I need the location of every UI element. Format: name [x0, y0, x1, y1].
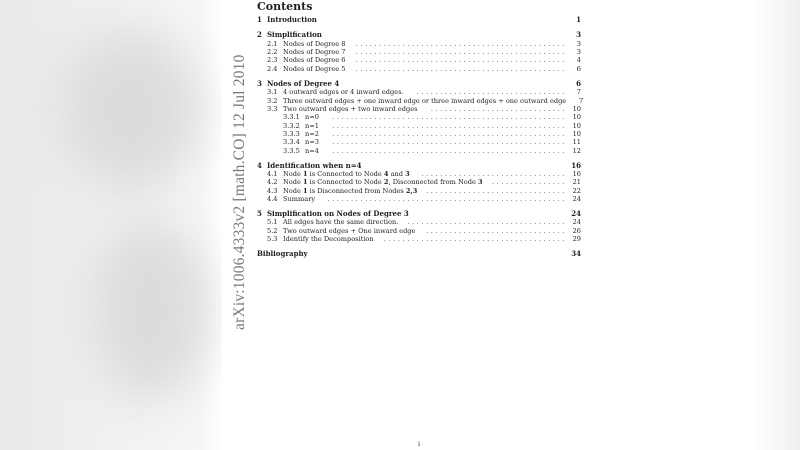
text: Node [283, 170, 303, 178]
dot-leader: ....................................... [383, 235, 567, 243]
toc-entry-number: 4 [257, 161, 262, 170]
toc-entry[interactable] [257, 162, 581, 170]
text: is Connected to Node [307, 170, 384, 178]
text: n=2 [305, 130, 319, 138]
toc-entry-page: 3 [576, 40, 581, 48]
text: n=0 [305, 113, 319, 121]
toc-entry-title [305, 113, 319, 121]
toc-entry-title [267, 210, 409, 218]
toc-entry-title [305, 122, 319, 130]
toc-entry[interactable] [257, 88, 581, 96]
toc-entry-page: 10 [572, 105, 581, 113]
text: Nodes of Degree 8 [283, 40, 346, 48]
text: Simplification on Nodes of Degree 3 [267, 209, 409, 218]
bold-text: 4 [383, 170, 389, 178]
toc-entry-number: 3.3.2 [283, 122, 300, 130]
toc-entry-number: 4.1 [267, 170, 278, 178]
bold-text: 1 [302, 170, 308, 178]
dot-leader: .................................................. [332, 147, 567, 155]
toc-entry-title [257, 250, 308, 258]
toc-heading: Contents [257, 0, 313, 13]
toc-entry-title [305, 130, 319, 138]
text: n=1 [305, 122, 319, 130]
bold-text: 2 [383, 178, 389, 186]
toc-entry[interactable] [257, 138, 581, 146]
page-number: i [418, 440, 421, 448]
toc-entry-page: 4 [576, 56, 581, 64]
toc-entry-page: 7 [579, 97, 584, 105]
toc-entry-title [283, 195, 315, 203]
dot-leader: .................................................. [332, 138, 567, 146]
toc-entry-page: 24 [572, 218, 581, 226]
toc-entry[interactable] [257, 56, 581, 64]
toc-entry[interactable] [257, 40, 581, 48]
toc-entry-title [283, 235, 374, 243]
toc-entry-number: 2 [257, 30, 262, 39]
toc-entry-number: 2.2 [267, 48, 278, 56]
toc-entry-number: 5.3 [267, 235, 278, 243]
dot-leader: ................................................... [327, 195, 567, 203]
toc-entry-number: 3.3 [267, 105, 278, 113]
toc-entry-page: 29 [572, 235, 581, 243]
toc-entry-title [283, 178, 483, 186]
dot-leader: ............................................. [355, 65, 567, 73]
bold-text: 2,3 [405, 187, 418, 195]
toc-entry[interactable] [257, 210, 581, 218]
toc-entry-number: 5 [257, 209, 262, 218]
toc-entry-title [283, 65, 346, 73]
text: Three outward edges + one inward edge or three inward edges + one outward edge [283, 97, 567, 105]
toc-entry[interactable] [257, 65, 581, 73]
toc-entry-title [267, 16, 317, 24]
toc-entry-title [283, 218, 398, 226]
dot-leader: ............................................. [355, 48, 567, 56]
toc-entry-title [267, 31, 322, 39]
text: Nodes of Degree 6 [283, 56, 346, 64]
toc-entry-number: 3.3.5 [283, 147, 300, 155]
bold-text: 3 [477, 178, 483, 186]
text: Nodes of Degree 7 [283, 48, 346, 56]
toc-entry-page: 10 [572, 130, 581, 138]
text: is Disconnected from Nodes [307, 187, 406, 195]
toc-entry-title [283, 48, 346, 56]
dot-leader: ............................... [421, 170, 567, 178]
toc-entry[interactable] [257, 80, 581, 88]
toc-entry-number: 3 [257, 79, 262, 88]
toc-entry[interactable] [257, 113, 581, 121]
toc-entry[interactable] [257, 16, 581, 24]
text: Nodes of Degree 4 [267, 79, 340, 88]
toc-entry-page: 24 [572, 195, 581, 203]
toc-entry-number: 3.3.4 [283, 138, 300, 146]
text: Two outward edges + two inward edges [283, 105, 418, 113]
toc-entry-page: 7 [576, 88, 581, 96]
toc-entry-page: 22 [572, 187, 581, 195]
toc-entry-number: 2.4 [267, 65, 278, 73]
toc-entry-page: 26 [572, 227, 581, 235]
toc-entry-page: 12 [572, 147, 581, 155]
dot-leader: .................................................. [332, 130, 567, 138]
toc-entry-title [267, 162, 362, 170]
toc-entry-page: 6 [576, 79, 581, 88]
toc-entry[interactable] [257, 170, 581, 178]
dot-leader: .................................. [407, 218, 567, 226]
toc-entry[interactable] [257, 31, 581, 39]
toc-entry-page: 34 [571, 249, 581, 258]
toc-entry-page: 24 [571, 209, 581, 218]
background-blur [60, 30, 200, 190]
dot-leader: .................................................. [332, 113, 567, 121]
text: is Connected to Node [307, 178, 384, 186]
dot-leader: .............................. [426, 227, 567, 235]
text: , Disconnected from Node [388, 178, 478, 186]
toc-entry[interactable] [257, 227, 581, 235]
toc-entry-title [305, 138, 319, 146]
toc-entry[interactable] [257, 195, 581, 203]
text: 4 outward edges or 4 inward edges. [283, 88, 404, 96]
toc-entry-page: 10 [572, 113, 581, 121]
toc-entry-title [283, 40, 346, 48]
toc-entry[interactable] [257, 122, 581, 130]
text: Bibliography [257, 249, 308, 258]
toc-entry-number: 5.1 [267, 218, 278, 226]
toc-entry-number: 3.1 [267, 88, 278, 96]
toc-entry[interactable] [257, 97, 584, 105]
text: All edges have the same direction. [283, 218, 399, 226]
toc-entry-page: 10 [572, 122, 581, 130]
toc-entry-page: 3 [576, 30, 581, 39]
dot-leader: ................ [491, 178, 567, 186]
toc-entry[interactable] [257, 218, 581, 226]
toc-entry-title [283, 88, 404, 96]
toc-entry-page: 16 [572, 170, 581, 178]
toc-entry-page: 1 [576, 15, 581, 24]
toc-entry-number: 4.3 [267, 187, 278, 195]
dot-leader: ................................ [416, 88, 567, 96]
toc-entry-page: 3 [576, 48, 581, 56]
text: Two outward edges + One inward edge [283, 227, 416, 235]
toc-entry[interactable] [257, 147, 581, 155]
toc-entry-title [283, 170, 410, 178]
toc-entry-number: 5.2 [267, 227, 278, 235]
text: Introduction [267, 15, 317, 24]
text: Nodes of Degree 5 [283, 65, 346, 73]
bold-text: 1 [302, 187, 308, 195]
toc-entry[interactable] [257, 105, 581, 113]
text: n=4 [305, 147, 319, 155]
dot-leader: ............................................. [355, 56, 567, 64]
text: and [388, 170, 406, 178]
toc-entry-number: 3.3.1 [283, 113, 300, 121]
toc-entry-title [267, 80, 339, 88]
bold-text: 1 [302, 178, 308, 186]
text: Node [283, 178, 303, 186]
bold-text: 3 [405, 170, 410, 178]
toc-entry-number: 3.3.3 [283, 130, 300, 138]
toc-entry-page: 21 [572, 178, 581, 186]
toc-entry-number: 3.2 [267, 97, 278, 105]
toc-entry-title [283, 227, 415, 235]
toc-entry[interactable] [257, 250, 581, 258]
toc-entry-page: 16 [571, 161, 581, 170]
toc-entry-number: 1 [257, 15, 262, 24]
toc-entry[interactable] [257, 48, 581, 56]
dot-leader: ............................. [430, 105, 567, 113]
toc-entry-number: 2.1 [267, 40, 278, 48]
dot-leader: .............................. [426, 187, 567, 195]
toc-entry-number: 4.4 [267, 195, 278, 203]
text: Summary [283, 195, 316, 203]
dot-leader: ............................................. [355, 40, 567, 48]
text: Identify the Decomposition [283, 235, 374, 243]
toc-entry[interactable] [257, 187, 581, 195]
toc-entry[interactable] [257, 178, 581, 186]
toc-entry-page: 11 [572, 138, 581, 146]
toc-entry-title [283, 56, 346, 64]
toc-entry[interactable] [257, 235, 581, 243]
toc-entry[interactable] [257, 130, 581, 138]
toc-entry-number: 2.3 [267, 56, 278, 64]
text: Simplification [267, 30, 322, 39]
text: n=3 [305, 138, 319, 146]
toc-entry-title [283, 187, 417, 195]
toc-entry-page: 6 [576, 65, 581, 73]
background-blur [90, 220, 210, 400]
toc-entry-number: 4.2 [267, 178, 278, 186]
dot-leader: .................................................. [332, 122, 567, 130]
arxiv-stamp: arXiv:1006.4333v2 [math.CO] 12 Jul 2010 [231, 54, 248, 330]
text: Node [283, 187, 303, 195]
toc-entry-title [283, 97, 566, 105]
text: Identification when n=4 [267, 161, 362, 170]
toc-entry-title [283, 105, 418, 113]
toc-entry-title [305, 147, 319, 155]
